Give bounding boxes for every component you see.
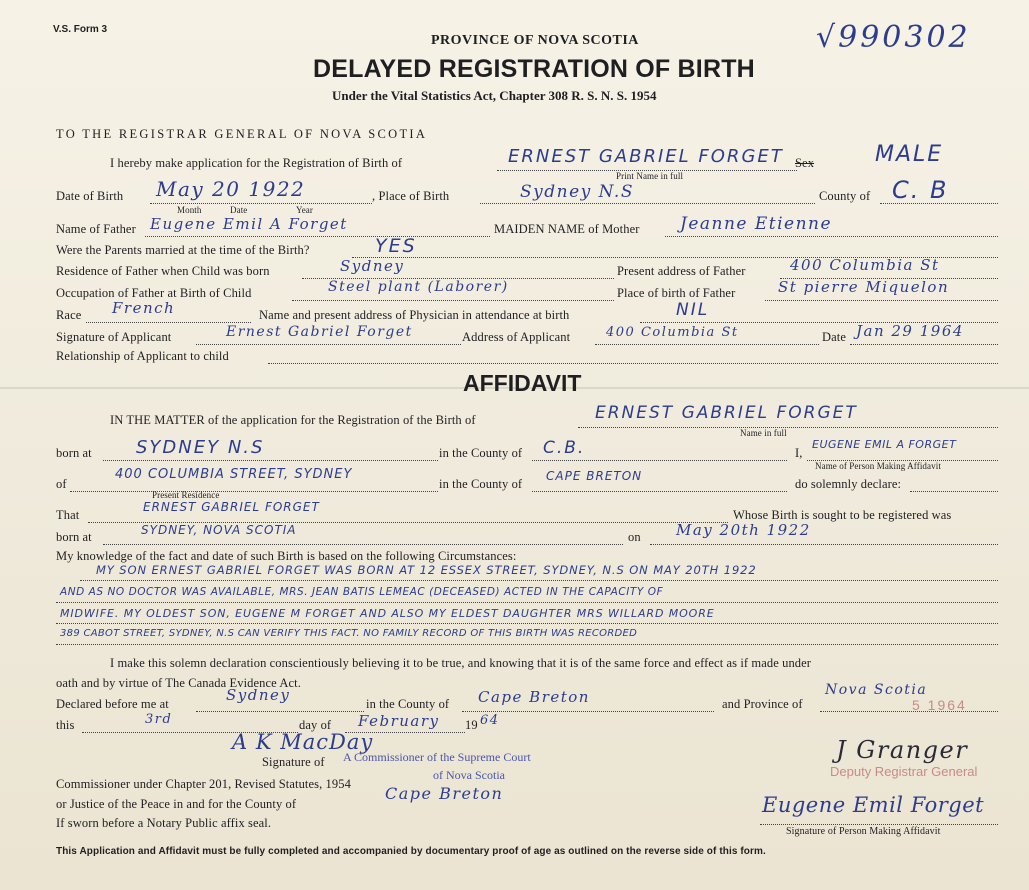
occupation-value: Steel plant (Laborer) xyxy=(328,279,509,295)
father-birthplace-value: St pierre Miquelon xyxy=(778,278,950,296)
physician-value: NIL xyxy=(676,300,710,320)
i-label: I, xyxy=(795,446,803,460)
county-value: C. B xyxy=(892,176,949,204)
document-title: DELAYED REGISTRATION OF BIRTH xyxy=(313,55,755,83)
in-county-label-2: in the County of xyxy=(439,477,523,491)
father-label: Name of Father xyxy=(56,222,136,236)
circumstance-line-2: AND AS NO DOCTOR WAS AVAILABLE, MRS. JEAN BATIS LEMEAC (DECEASED) ACTED IN THE CAPACITY OF xyxy=(60,586,664,598)
sex-value: MALE xyxy=(875,142,944,167)
father-value: Eugene Emil A Forget xyxy=(150,215,348,233)
physician-label: Name and present address of Physician in attendance at birth xyxy=(259,308,570,322)
on-label: on xyxy=(628,530,641,544)
affidavit-heading: AFFIDAVIT xyxy=(463,370,582,396)
race-value: French xyxy=(112,299,176,317)
year-label: Year xyxy=(296,205,313,215)
relationship-label: Relationship of Applicant to child xyxy=(56,349,229,363)
that-value: ERNEST GABRIEL FORGET xyxy=(143,500,320,514)
born-at-2-value: SYDNEY, NOVA SCOTIA xyxy=(141,523,297,537)
race-label: Race xyxy=(56,308,82,322)
applicant-address-value: 400 Columbia St xyxy=(606,325,739,340)
hereby-label: I hereby make application for the Registration of Birth of xyxy=(110,156,403,170)
present-residence-label: Present Residence xyxy=(152,490,220,500)
applicant-address-label: Address of Applicant xyxy=(462,330,571,344)
deputy-registrar-signature: J Granger xyxy=(836,736,969,764)
to-registrar-line: TO THE REGISTRAR GENERAL OF NOVA SCOTIA xyxy=(56,127,428,141)
applicant-signature: Ernest Gabriel Forget xyxy=(226,324,413,340)
present-address-value: 400 Columbia St xyxy=(790,256,940,274)
affiant-name-value: EUGENE EMIL A FORGET xyxy=(812,438,957,451)
residence-value: 400 COLUMBIA STREET, SYDNEY xyxy=(115,467,353,482)
date-label: Date xyxy=(230,205,248,215)
province-label: and Province of xyxy=(722,697,803,711)
this-day-value: 3rd xyxy=(145,712,173,727)
matter-label: IN THE MATTER of the application for the Registration of the Birth of xyxy=(110,413,476,427)
affiant-name-label: Name of Person Making Affidavit xyxy=(815,461,941,471)
solemn-declaration-line-1: I make this solemn declaration conscientiously believing it to be true, and knowing that it is of the same force and effect as if made under xyxy=(110,656,812,670)
place-of-birth-value: Sydney N.S xyxy=(520,182,634,202)
circumstance-line-4: 389 CABOT STREET, SYDNEY, N.S CAN VERIFY THIS FACT. NO FAMILY RECORD OF THIS BIRTH WAS RECORDED xyxy=(60,628,638,639)
document-subtitle: Under the Vital Statistics Act, Chapter 308 R. S. N. S. 1954 xyxy=(332,88,657,103)
notary-line: If sworn before a Notary Public affix seal. xyxy=(56,816,272,830)
signature-of-label: Signature of xyxy=(262,755,325,769)
justice-county-value: Cape Breton xyxy=(385,784,504,803)
day-of-label: day of xyxy=(299,718,332,732)
applicant-signature-label: Signature of Applicant xyxy=(56,330,172,344)
whose-birth-label: Whose Birth is sought to be registered was xyxy=(733,508,952,522)
mother-label: MAIDEN NAME of Mother xyxy=(494,222,640,236)
sex-label: Sex xyxy=(795,156,815,170)
in-county-3-label: in the County of xyxy=(366,697,450,711)
form-code: V.S. Form 3 xyxy=(53,24,108,35)
this-label: this xyxy=(56,718,75,732)
commissioner-signature: A K MacDay xyxy=(232,730,374,754)
print-name-label: Print Name in full xyxy=(616,171,684,181)
residence-father-label: Residence of Father when Child was born xyxy=(56,264,270,278)
circumstance-line-1: MY SON ERNEST GABRIEL FORGET WAS BORN AT 12 ESSEX STREET, SYDNEY, N.S ON MAY 20TH 1922 xyxy=(96,563,757,577)
justice-line: or Justice of the Peace in and for the County of xyxy=(56,797,297,811)
month-value: February xyxy=(358,712,440,730)
year-value: 64 xyxy=(480,713,500,728)
residence-father-value: Sydney xyxy=(340,257,405,275)
received-stamp: 5 1964 xyxy=(912,697,967,713)
application-date-label: Date xyxy=(822,330,846,344)
registration-number: √990302 xyxy=(816,20,971,55)
born-at-2-label: born at xyxy=(56,530,92,544)
deputy-registrar-title: Deputy Registrar General xyxy=(830,764,978,779)
that-label: That xyxy=(56,508,80,522)
solemnly-declare-label: do solemnly declare: xyxy=(795,477,902,491)
matter-name-value: ERNEST GABRIEL FORGET xyxy=(595,403,858,423)
declared-before-label: Declared before me at xyxy=(56,697,169,711)
year-prefix: 19 xyxy=(465,718,478,732)
child-name-value: ERNEST GABRIEL FORGET xyxy=(508,146,784,167)
affiant-signature: Eugene Emil Forget xyxy=(762,793,985,817)
in-county-label: in the County of xyxy=(439,446,523,460)
commissioner-line: Commissioner under Chapter 201, Revised Statutes, 1954 xyxy=(56,777,351,791)
married-label: Were the Parents married at the time of the Birth? xyxy=(56,243,310,257)
declared-at-value: Sydney xyxy=(226,686,291,704)
commissioner-stamp: A Commissioner of the Supreme Court xyxy=(343,750,531,764)
solemn-declaration-line-2: oath and by virtue of The Canada Evidence Act. xyxy=(56,676,301,690)
occupation-label: Occupation of Father at Birth of Child xyxy=(56,286,252,300)
dob-value: May 20 1922 xyxy=(156,177,306,201)
footer-note: This Application and Affidavit must be fully completed and accompanied by documentary proof of age as outlined on the reverse side of this form. xyxy=(56,846,766,857)
application-date-value: Jan 29 1964 xyxy=(856,322,964,340)
place-of-birth-label: , Place of Birth xyxy=(372,189,450,203)
knowledge-label: My knowledge of the fact and date of such Birth is based on the following Circumstances: xyxy=(56,549,517,563)
married-value: YES xyxy=(375,235,417,257)
county-affidavit-2-value: CAPE BRETON xyxy=(546,469,643,483)
born-at-value: SYDNEY N.S xyxy=(136,437,265,458)
mother-value: Jeanne Etienne xyxy=(680,214,833,234)
month-label: Month xyxy=(177,205,202,215)
of-label: of xyxy=(56,477,67,491)
affiant-signature-label: Signature of Person Making Affidavit xyxy=(786,826,941,837)
father-birthplace-label: Place of birth of Father xyxy=(617,286,736,300)
province-heading: PROVINCE OF NOVA SCOTIA xyxy=(431,33,639,48)
circumstance-line-3: MIDWIFE. MY OLDEST SON, EUGENE M FORGET AND ALSO MY ELDEST DAUGHTER MRS WILLARD MOORE xyxy=(60,607,715,620)
province-value: Nova Scotia xyxy=(825,682,928,698)
born-at-label: born at xyxy=(56,446,92,460)
name-in-full-label: Name in full xyxy=(740,428,787,438)
county-label: County of xyxy=(819,189,871,203)
present-address-label: Present address of Father xyxy=(617,264,746,278)
dob-label: Date of Birth xyxy=(56,189,124,203)
stamp-nova-scotia: of Nova Scotia xyxy=(433,768,505,782)
county-3-value: Cape Breton xyxy=(478,688,590,706)
on-date-value: May 20th 1922 xyxy=(676,521,811,539)
county-affidavit-value: C.B. xyxy=(543,438,586,458)
